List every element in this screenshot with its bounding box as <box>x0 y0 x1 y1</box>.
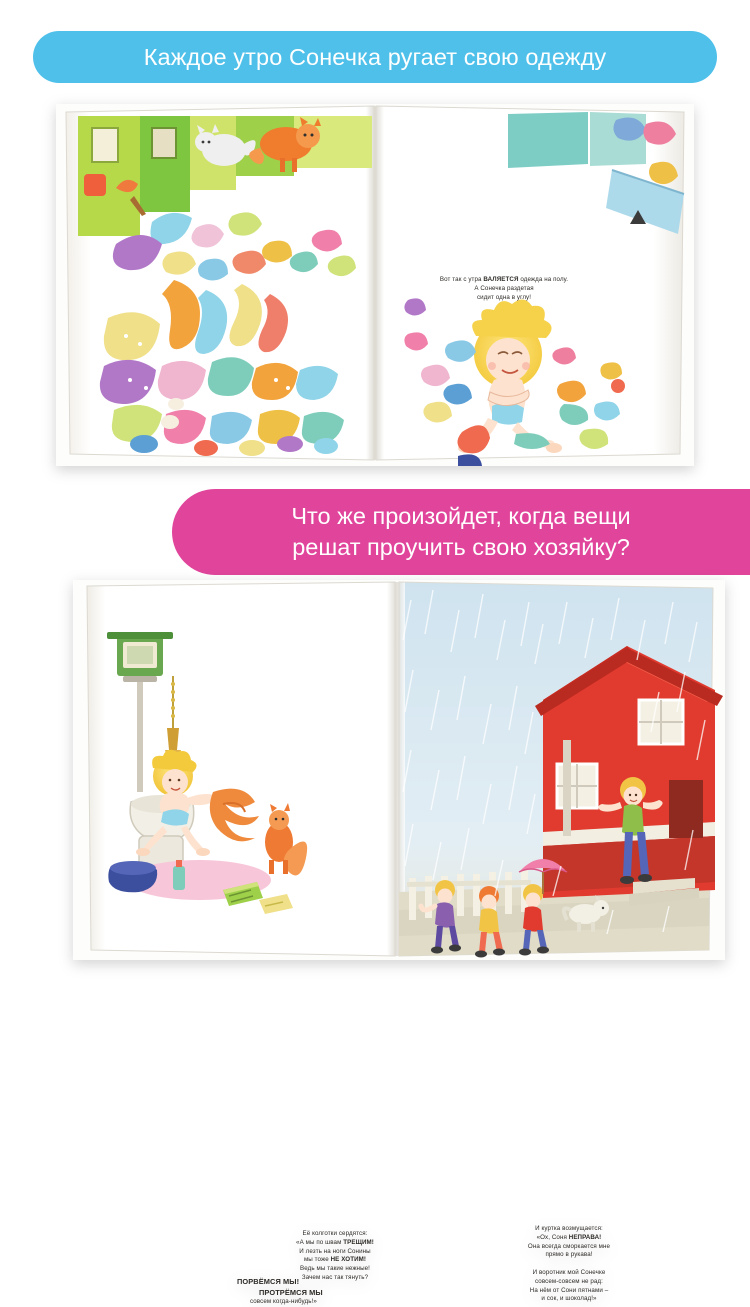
book-top-caption: Вот так с утра ВАЛЯЕТСЯ одежда на полу. А Сонечка раздетая сидит одна в углу! <box>439 276 569 301</box>
book-bottom-right-verse: И куртка возмущается: «Ох, Соня НЕПРАВА! Она всегда сморкается мне прямо в рукава! И воротник мой Сонечке совсем-совсем не рад: На нём от Сони пятнами – и сок, и шоколад!» <box>527 1225 611 1303</box>
book-bottom-left-shout <box>237 1277 357 1307</box>
book-photo-top <box>56 104 694 466</box>
book-bottom-shout-line3: совсем когда-нибудь!» <box>250 1298 317 1306</box>
headline-banner-top-label: Каждое утро Сонечка ругает свою одежду <box>143 43 607 70</box>
book-bottom-shout-line1: ПОРВЁМСЯ МЫ! <box>237 1277 300 1286</box>
book-bottom-shout-line2: ПРОТРЁМСЯ МЫ <box>259 1287 323 1297</box>
book-spread-bottom <box>73 580 725 960</box>
book-spread-top-illustration <box>56 104 694 466</box>
headline-banner-bottom-line2: решат проучить свою хозяйку? <box>292 534 630 560</box>
book-spread-top <box>56 104 694 466</box>
headline-banner-top <box>33 31 717 83</box>
headline-banner-bottom <box>172 489 750 575</box>
headline-banner-bottom-line1: Что же произойдет, когда вещи <box>291 502 631 529</box>
book-photo-bottom <box>73 580 725 1306</box>
book-spread-bottom-illustration <box>73 580 725 960</box>
book-bottom-left-verse: Её колготки сердятся: «А мы по швам ТРЕЩИМ! И лезть на ноги Сонины мы тоже НЕ ХОТИМ! Ведь мы такие нежные! Зачем нас так тянуть? <box>296 1230 374 1281</box>
